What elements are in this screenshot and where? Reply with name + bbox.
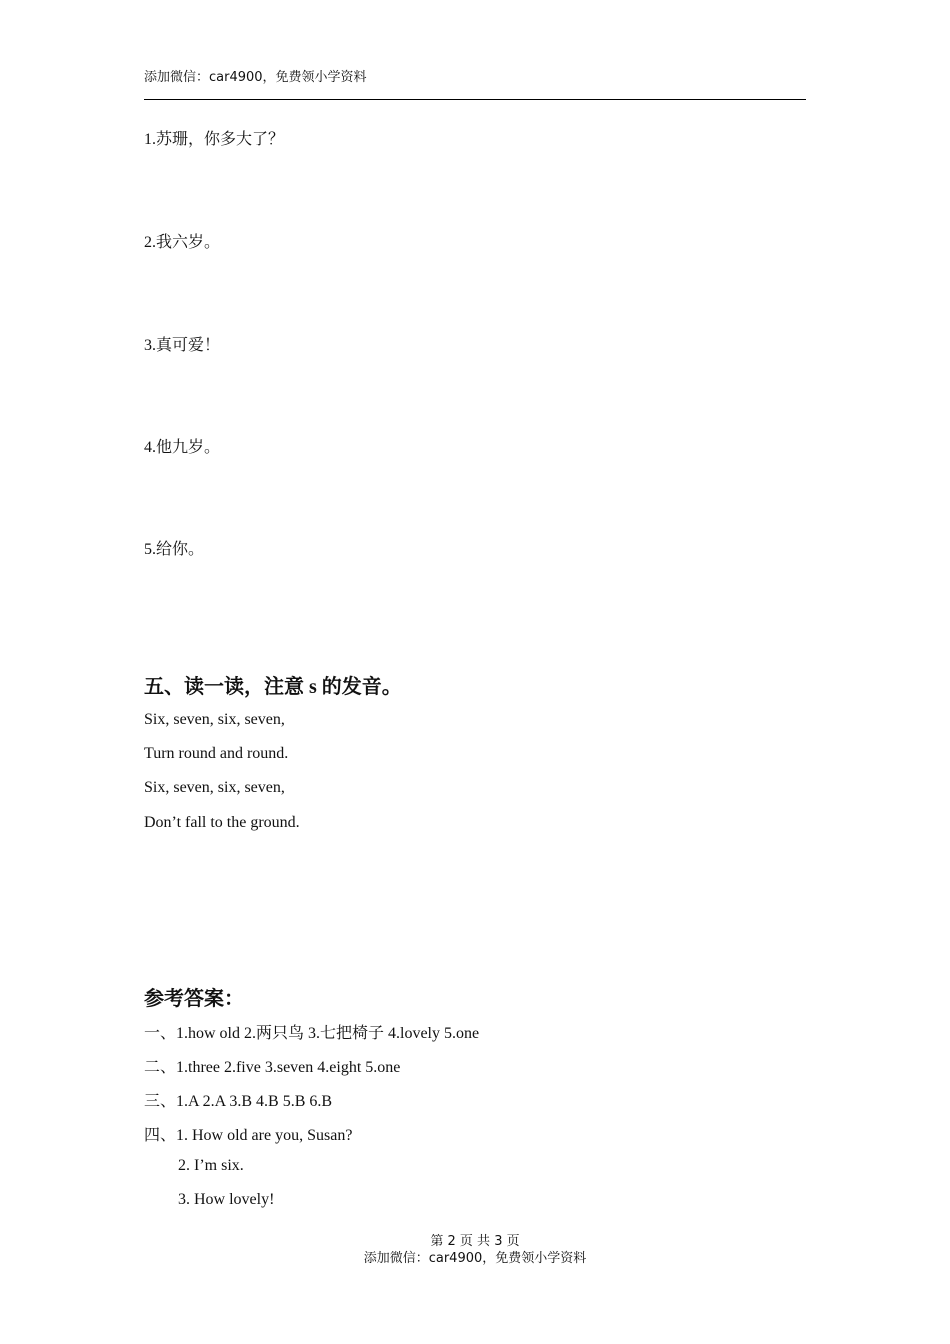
page-number: 第 2 页 共 3 页 [430, 1234, 520, 1249]
answer-line-6: 3. How lovely! [178, 1191, 275, 1208]
chant-line-2: Turn round and round. [144, 745, 289, 762]
page-header: 添加微信：car4900，免费领小学资料 [144, 70, 367, 85]
answer-line-5: 2. I’m six. [178, 1157, 244, 1174]
translation-item-2: 2.我六岁。 [144, 234, 221, 251]
answer-line-1: 一、1.how old 2.两只鸟 3.七把椅子 4.lovely 5.one [144, 1025, 480, 1042]
chant-line-4: Don’t fall to the ground. [144, 814, 300, 831]
answer-line-4: 四、1. How old are you, Susan? [144, 1127, 353, 1144]
answers-title: 参考答案： [144, 988, 244, 1010]
page-footer: 添加微信：car4900，免费领小学资料 [363, 1251, 587, 1266]
header-divider [144, 99, 806, 100]
translation-item-3: 3.真可爱！ [144, 337, 221, 354]
translation-item-4: 4.他九岁。 [144, 439, 221, 456]
chant-line-1: Six, seven, six, seven, [144, 711, 285, 728]
answer-line-2: 二、1.three 2.five 3.seven 4.eight 5.one [144, 1059, 401, 1076]
translation-item-5: 5.给你。 [144, 541, 205, 558]
section-5-title: 五、读一读，注意 s 的发音。 [144, 676, 402, 698]
translation-item-1: 1.苏珊，你多大了？ [144, 131, 285, 148]
answer-line-3: 三、1.A 2.A 3.B 4.B 5.B 6.B [144, 1093, 333, 1110]
chant-line-3: Six, seven, six, seven, [144, 779, 285, 796]
